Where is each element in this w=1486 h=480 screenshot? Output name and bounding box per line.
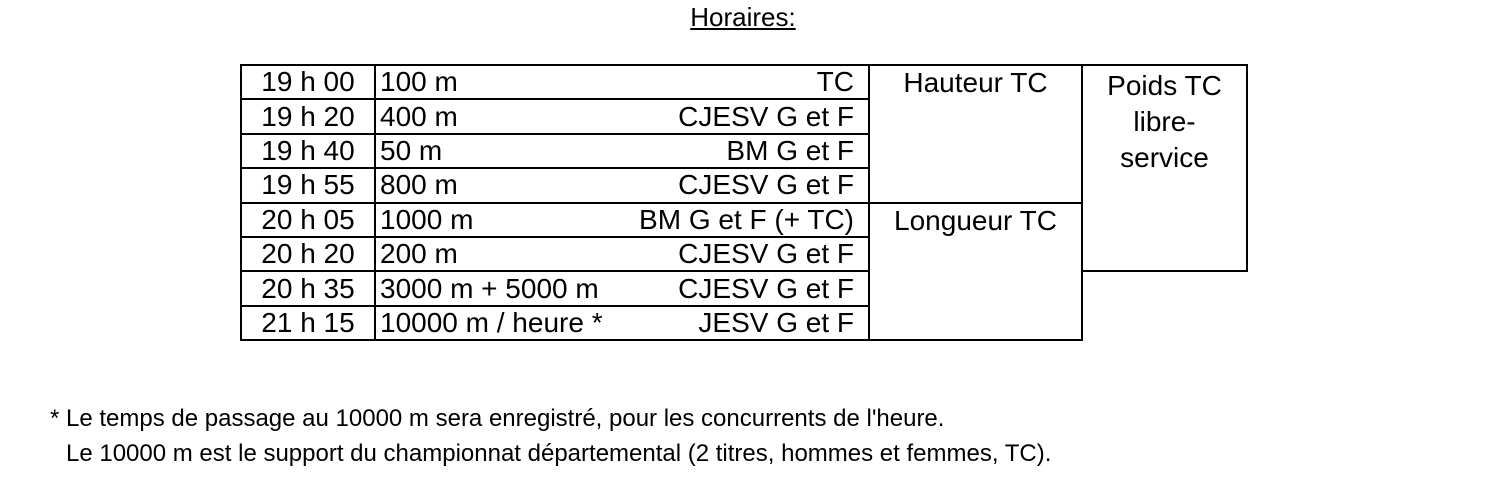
category-label: CJESV G et F [678,100,854,132]
event-cell [375,271,869,305]
distance-label: 1000 m [380,203,474,235]
poids-cell [1082,65,1247,271]
distance-label: 100 m [380,66,458,98]
time-cell: 19 h 40 [241,134,375,168]
category-label: CJESV G et F [678,238,854,270]
distance-label: 400 m [380,100,458,132]
category-label: JESV G et F [698,306,854,338]
event-cell [375,65,869,99]
distance-label: 200 m [380,238,458,270]
poids-line: libre- [1133,106,1196,137]
footnote-line: Le 10000 m est le support du championnat départemental (2 titres, hommes et femmes, TC). [66,440,1052,467]
time-cell: 19 h 20 [241,99,375,133]
distance-label: 50 m [380,134,443,166]
schedule-table [240,64,1248,341]
category-label: CJESV G et F [678,169,854,201]
table-row [241,271,1247,305]
distance-label: 3000 m + 5000 m [380,272,599,304]
time-cell: 20 h 35 [241,271,375,305]
category-label: BM G et F (+ TC) [639,203,854,235]
poids-line: Poids TC [1107,70,1222,101]
category-label: BM G et F [726,134,854,166]
event-cell [375,306,869,340]
page-title: Horaires: [690,2,796,32]
time-cell: 20 h 20 [241,237,375,271]
time-cell: 21 h 15 [241,306,375,340]
event-cell [375,168,869,202]
hauteur-cell: Hauteur TC [869,65,1082,203]
footnote-line: * Le temps de passage au 10000 m sera enregistré, pour les concurrents de l'heure. [50,405,945,432]
event-cell [375,134,869,168]
event-cell [375,203,869,237]
distance-label: 10000 m / heure * [380,306,603,338]
event-cell [375,99,869,133]
category-label: CJESV G et F [678,272,854,304]
event-cell [375,237,869,271]
distance-label: 800 m [380,169,458,201]
category-label: TC [816,66,854,98]
time-cell: 19 h 55 [241,168,375,202]
table-row [241,65,1247,99]
time-cell: 20 h 05 [241,203,375,237]
time-cell: 19 h 00 [241,65,375,99]
poids-line: service [1120,142,1209,173]
longueur-cell: Longueur TC [869,203,1082,341]
empty-cell [1082,271,1247,340]
